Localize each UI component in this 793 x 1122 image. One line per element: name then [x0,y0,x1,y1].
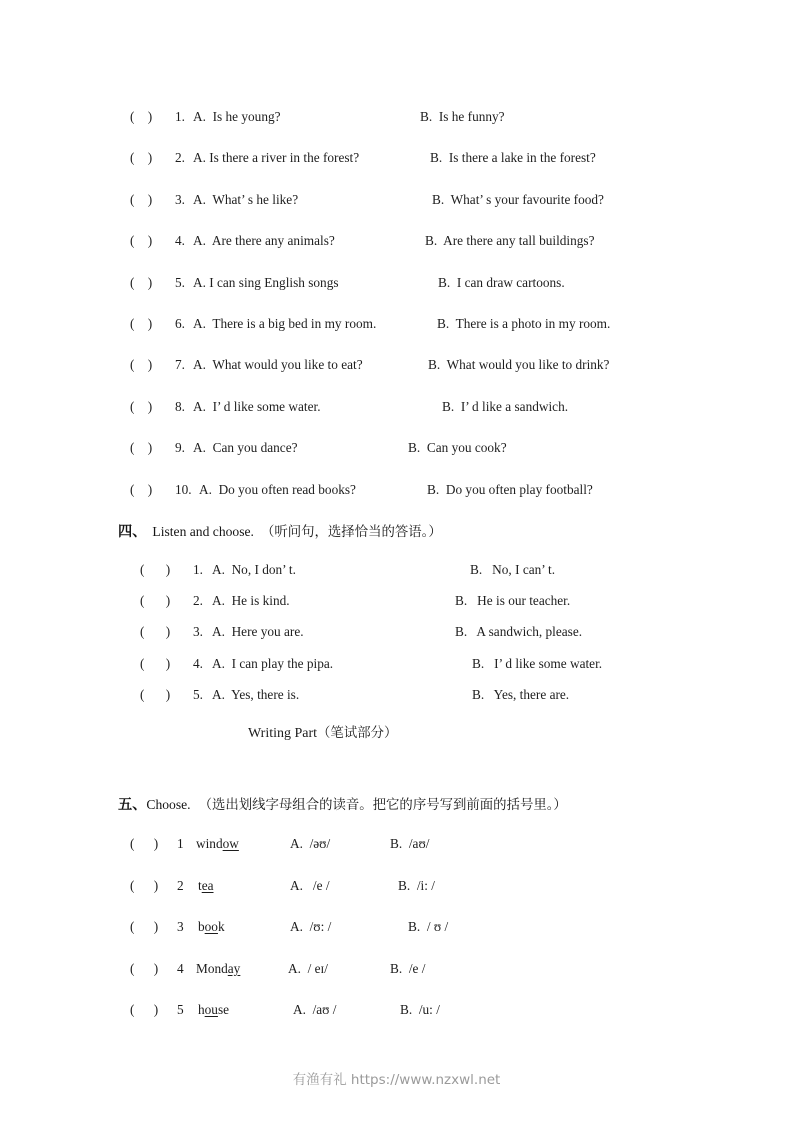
option-a[interactable]: A. /aʊ / [293,1002,337,1018]
answer-blank-parenthesis[interactable]: ( ) [130,398,153,414]
writing-part-title-en: Writing Part [248,726,318,741]
option-b[interactable]: B. I’ d like a sandwich. [442,398,569,414]
option-b[interactable]: B. What would you like to drink? [428,357,610,373]
section-four-heading [118,521,442,541]
option-b[interactable]: B. There is a photo in my room. [437,316,611,331]
option-b[interactable]: B. / ʊ / [408,919,449,935]
answer-blank-parenthesis[interactable]: ( ) [130,836,160,851]
listening-sentence-row [0,275,793,295]
question-number: 8. [175,398,185,414]
option-a[interactable]: A. Is there a river in the forest? [193,150,360,166]
phonics-word-underlined: oo [204,919,218,935]
question-number: 4. [175,233,185,249]
question-number: 5. [193,686,203,702]
question-number: 3. [175,191,185,207]
listening-answer-row [0,687,793,707]
phonics-word-prefix: b [198,919,205,935]
option-b[interactable]: B. /u: / [400,1002,440,1018]
option-a[interactable]: A. Are there any animals? [193,233,335,249]
answer-blank-parenthesis[interactable]: ( ) [130,274,153,290]
question-number: 2. [175,150,185,166]
phonics-word-prefix: h [198,1002,205,1018]
question-number: 3 [177,919,184,935]
listening-answer-row [0,624,793,644]
question-number: 4 [177,960,184,976]
listening-sentence-row [0,399,793,419]
option-a[interactable]: A. Yes, there is. [212,686,300,702]
phonics-word [198,878,214,894]
option-a[interactable]: A. What would you like to eat? [193,357,363,373]
listening-answer-row [0,562,793,582]
option-b[interactable]: B. He is our teacher. [455,593,571,609]
phonics-word-prefix: t [198,877,202,893]
option-a[interactable]: A. / eɪ/ [288,960,328,976]
answer-blank-parenthesis[interactable]: ( ) [130,877,160,893]
option-b[interactable]: B. Do you often play football? [427,481,593,497]
option-b[interactable]: B. I can draw cartoons. [438,274,565,290]
option-b[interactable]: B. Is he funny? [420,109,505,124]
question-number: 5 [177,1002,184,1018]
option-b[interactable]: B. I’ d like some water. [472,655,603,671]
section-five-marker: 五、 [118,797,147,813]
answer-blank-parenthesis[interactable]: ( ) [130,1002,160,1018]
answer-blank-parenthesis[interactable]: ( ) [130,919,160,935]
listening-answer-row [0,593,793,613]
section-five-heading [118,794,567,814]
section-four-instruction-en: Listen and choose. [152,524,254,539]
phonics-row [0,1002,793,1022]
phonics-word-underlined: ow [222,836,239,851]
option-a[interactable]: A. /e / [290,877,330,893]
phonics-row [0,961,793,981]
option-a[interactable]: A. He is kind. [212,593,290,609]
phonics-word-prefix: wind [196,836,223,851]
option-a[interactable]: A. Is he young? [193,109,281,124]
option-b[interactable]: B. No, I can’ t. [470,562,556,577]
listening-sentence-row [0,316,793,336]
writing-part-title [248,722,397,742]
phonics-word-underlined: ay [227,960,241,976]
answer-blank-parenthesis[interactable]: ( ) [140,655,172,671]
phonics-word-underlined: ea [201,877,214,893]
question-number: 4. [193,655,203,671]
option-b[interactable]: B. What’ s your favourite food? [432,191,604,207]
section-four-marker: 四、 [118,524,147,540]
question-number: 5. [175,274,185,290]
phonics-row [0,919,793,939]
phonics-row [0,836,793,856]
question-number: 2 [177,877,184,893]
option-b[interactable]: B. A sandwich, please. [455,624,583,640]
answer-blank-parenthesis[interactable]: ( ) [140,686,172,702]
question-number: 3. [193,624,203,640]
answer-blank-parenthesis[interactable]: ( ) [130,150,153,166]
option-b[interactable]: B. Are there any tall buildings? [425,233,595,249]
answer-blank-parenthesis[interactable]: ( ) [130,191,153,207]
listening-answer-row [0,656,793,676]
answer-blank-parenthesis[interactable]: ( ) [130,440,153,456]
question-number: 9. [175,440,185,456]
answer-blank-parenthesis[interactable]: ( ) [130,316,153,331]
section-five-instruction-cn: （选出划线字母组合的读音。把它的序号写到前面的括号里。） [198,798,567,813]
question-number: 2. [193,593,203,609]
listening-sentence-row [0,482,793,502]
answer-blank-parenthesis[interactable]: ( ) [130,357,153,373]
phonics-word-suffix: se [217,1002,230,1018]
option-a[interactable]: A. /ʊ: / [290,919,332,935]
question-number: 7. [175,357,185,373]
option-b[interactable]: B. Yes, there are. [472,686,570,702]
question-number: 10. [175,481,192,497]
phonics-row [0,878,793,898]
answer-blank-parenthesis[interactable]: ( ) [130,109,153,124]
phonics-word-underlined: ou [204,1002,218,1018]
option-a[interactable]: A. I can play the pipa. [212,655,334,671]
option-a[interactable]: A. /əʊ/ [290,836,331,851]
answer-blank-parenthesis[interactable]: ( ) [140,624,172,640]
listening-sentence-row [0,192,793,212]
question-number: 1 [177,836,184,851]
listening-sentence-row [0,233,793,253]
option-a[interactable]: A. I can sing English songs [193,274,339,290]
option-b[interactable]: B. /aʊ/ [390,836,430,851]
answer-blank-parenthesis[interactable]: ( ) [140,562,172,577]
option-b[interactable]: B. /e / [390,960,426,976]
option-b[interactable]: B. /i: / [398,877,435,893]
option-a[interactable]: A. No, I don’ t. [212,562,296,577]
listening-sentence-row [0,440,793,460]
question-number: 1. [193,562,203,577]
phonics-word [198,1002,229,1018]
answer-blank-parenthesis[interactable]: ( ) [130,960,160,976]
phonics-word [196,961,240,977]
listening-sentence-row [0,150,793,170]
answer-blank-parenthesis[interactable]: ( ) [130,233,153,249]
listening-sentence-row [0,357,793,377]
section-four-instruction-cn: （听问句，选择恰当的答语。） [260,525,442,540]
option-b[interactable]: B. Is there a lake in the forest? [430,150,596,166]
option-a[interactable]: A. Do you often read books? [199,481,356,497]
option-a[interactable]: A. Here you are. [212,624,304,640]
phonics-word-prefix: Mond [196,960,228,976]
phonics-word [198,919,225,935]
answer-blank-parenthesis[interactable]: ( ) [130,481,153,497]
option-a[interactable]: A. There is a big bed in my room. [193,316,377,331]
question-number: 1. [175,109,185,124]
option-a[interactable]: A. What’ s he like? [193,191,299,207]
phonics-word-suffix: k [217,919,225,935]
option-a[interactable]: A. Can you dance? [193,440,298,456]
option-b[interactable]: B. Can you cook? [408,440,507,456]
listening-sentence-row [0,109,793,129]
answer-blank-parenthesis[interactable]: ( ) [140,593,172,609]
writing-part-title-cn: （笔试部分） [317,726,398,741]
phonics-word [196,836,239,852]
option-a[interactable]: A. I’ d like some water. [193,398,321,414]
section-five-instruction-en: Choose. [146,797,191,812]
footer-watermark: 有渔有礼 https://www.nzxwl.net [292,1072,501,1088]
question-number: 6. [175,316,185,331]
